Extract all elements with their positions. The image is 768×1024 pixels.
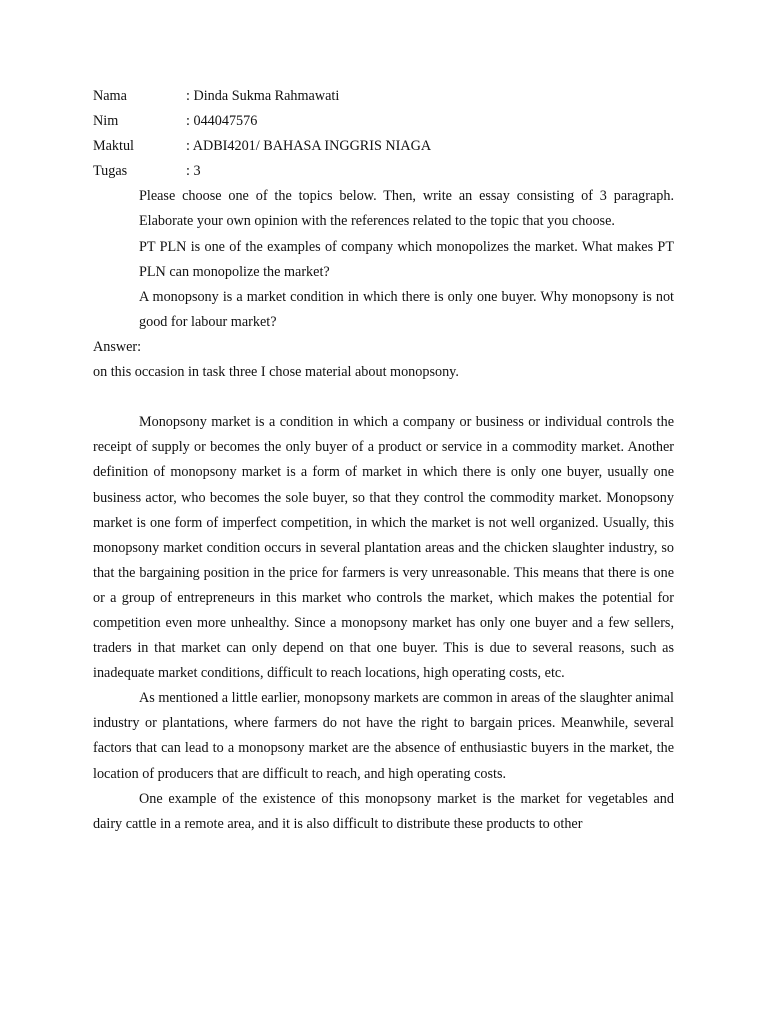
task-instruction: Please choose one of the topics below. Then, write an essay consisting of 3 paragraph. Elaborate your own opinion with the references related to the topic that you choose. [139,188,674,230]
document-content [93,84,674,837]
header-row-maktul [93,134,674,159]
task-topic-1: PT PLN is one of the examples of company which monopolizes the market. What makes PT PLN can monopolize the market? [139,238,674,280]
field-value: : Dinda Sukma Rahmawati [186,88,340,104]
task-topic-2: A monopsony is a market condition in which there is only one buyer. Why monopsony is not good for labour market? [139,288,674,330]
answer-intro: on this occasion in task three I chose material about monopsony. [93,364,459,381]
field-label: Nama [93,88,127,104]
task-list [139,184,674,335]
essay-paragraph-3: One example of the existence of this monopsony market is the market for vegetables and dairy cattle in a remote area, and it is also difficult to distribute these products to other [93,790,674,832]
field-label: Tugas [93,163,128,180]
header-row-nama [93,84,674,109]
field-value: : ADBI4201/ BAHASA INGGRIS NIAGA [186,138,432,155]
essay-paragraph-1: Monopsony market is a condition in which a company or business or individual controls the receipt of supply or becomes the only buyer of a product or service in a commodity market. Another definition of monopsony market is a form of market in which there is only one buyer, usually one business actor, who becomes the sole buyer, so that they control the commodity market. Monopsony market is one form of imperfect competition, in which the market is not well organized. Usually, this monopsony market condition occurs in several plantation areas and the chicken slaughter industry, so that the bargaining position in the price for farmers is very unreasonable. This means that there is one or a group of entrepreneurs in this market who controls the market, which makes the potential for competition even more unhealthy. Since a monopsony market has only one buyer and a few sellers, traders in that market can only depend on that one buyer. This is due to several reasons, such as inadequate market conditions, difficult to reach locations, high operating costs, etc. [93,414,674,682]
header-row-nim [93,109,674,134]
field-value: : 044047576 [186,113,258,130]
answer-label: Answer: [93,338,142,355]
field-value: : 3 [186,163,201,180]
header-row-tugas [93,159,674,184]
essay-paragraph-2: As mentioned a little earlier, monopsony markets are common in areas of the slaughter animal industry or plantations, where farmers do not have the right to bargain prices. Meanwhile, several factors that can lead to a monopsony market are the absence of enthusiastic buyers in the market, the location of producers that are difficult to reach, and high operating costs. [93,690,674,782]
field-label: Nim [93,113,119,130]
field-label: Maktul [93,138,134,155]
blank-line [93,385,674,410]
